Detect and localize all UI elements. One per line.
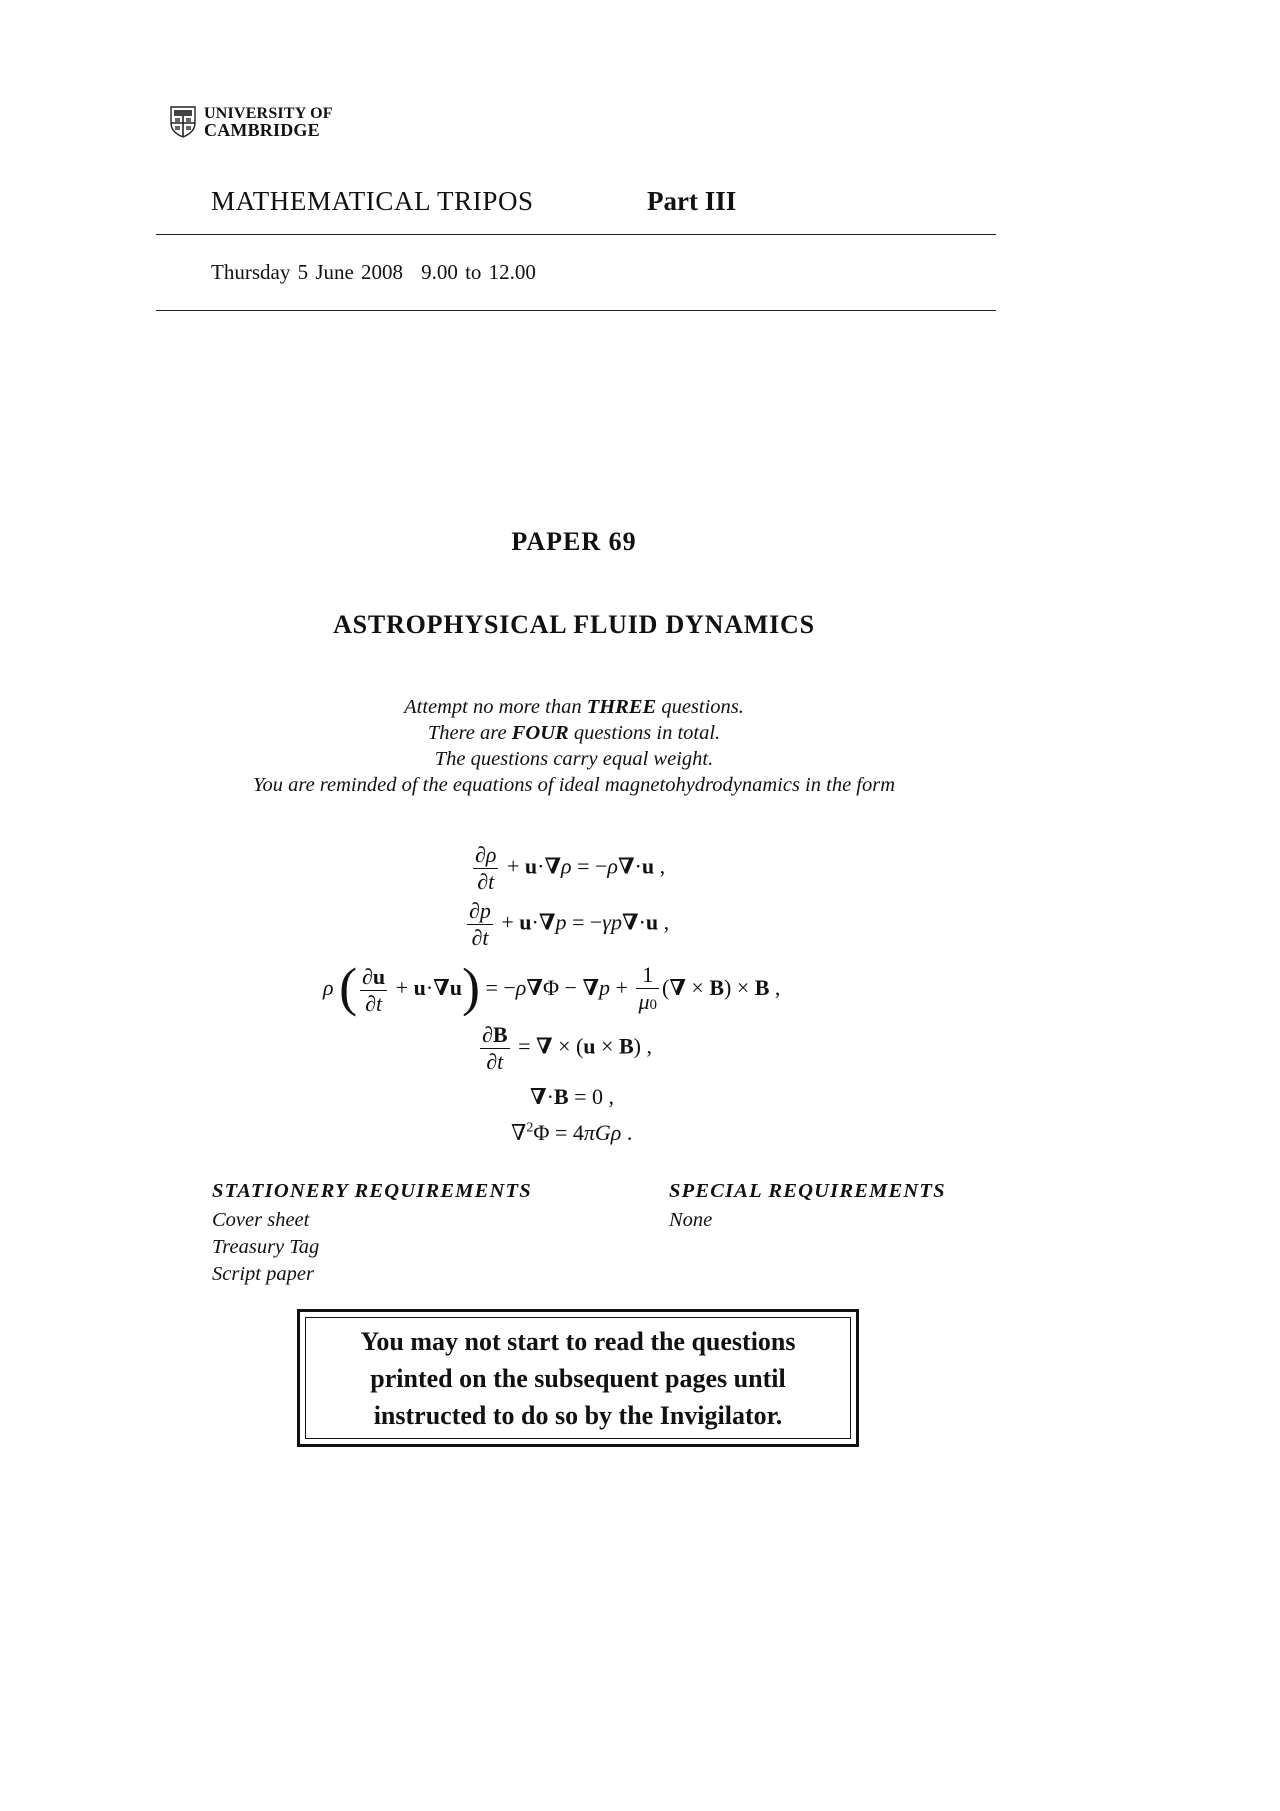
paper-number: PAPER 69 [511,527,637,556]
equation-poisson: ∇$^2$Φ = 4πGρ . [511,1120,633,1145]
exam-time: 9.00 to 12.00 [421,260,536,284]
equation-energy: $\frac{\partial p}{\partial t}$ + u·∇p = −γp∇·u , [469,898,670,950]
exam-datetime [211,260,536,285]
stationery-item: Treasury Tag [212,1236,320,1258]
special-list [669,1207,712,1234]
stationery-item: Script paper [212,1263,314,1285]
special-item: None [669,1209,713,1231]
tripos-title: MATHEMATICAL TRIPOS [211,186,534,216]
equation-continuity: $\frac{\partial\rho}{\partial t}$ + u·∇ρ = −ρ∇·u , [475,842,666,894]
header-rule-bottom [156,310,996,311]
invigilator-notice [297,1309,859,1447]
equation-divergence: ∇·B = 0 , [530,1084,615,1109]
stationery-heading: STATIONERY REQUIREMENTS [212,1180,532,1202]
paper-title: ASTROPHYSICAL FLUID DYNAMICS [333,610,815,639]
instructions [0,694,1148,798]
equation-momentum: ρ ( $\frac{\partial u}{\partial t}$ + u·∇u) = −ρ∇Φ − ∇p + $\frac{1}{\mu 0}$ (∇ × B) × B , [323,957,781,1017]
notice-line: printed on the subsequent pages until [370,1363,786,1393]
notice-line: You may not start to read the questions [360,1326,796,1356]
instruction-total: There are FOUR questions in total. [427,722,721,744]
university-line1: UNIVERSITY OF [204,105,333,122]
stationery-list [212,1207,319,1288]
instruction-attempt: Attempt no more than THREE questions. [404,696,744,718]
tripos-part: Part III [647,186,737,216]
instruction-reminder: You are reminded of the equations of ideal magnetohydrodynamics in the form [252,774,896,796]
header-rule-top [156,234,996,235]
equation-induction: $\frac{\partial B}{\partial t}$ = ∇ × (u × B) , [482,1022,652,1074]
exam-date: Thursday 5 June 2008 [211,260,404,284]
university-line2: CAMBRIDGE [204,120,320,140]
notice-line: instructed to do so by the Invigilator. [373,1400,783,1430]
stationery-item: Cover sheet [212,1209,310,1231]
special-heading: SPECIAL REQUIREMENTS [669,1180,946,1202]
instruction-weight: The questions carry equal weight. [434,748,714,770]
university-crest-icon [170,106,196,138]
university-logo [170,105,333,139]
